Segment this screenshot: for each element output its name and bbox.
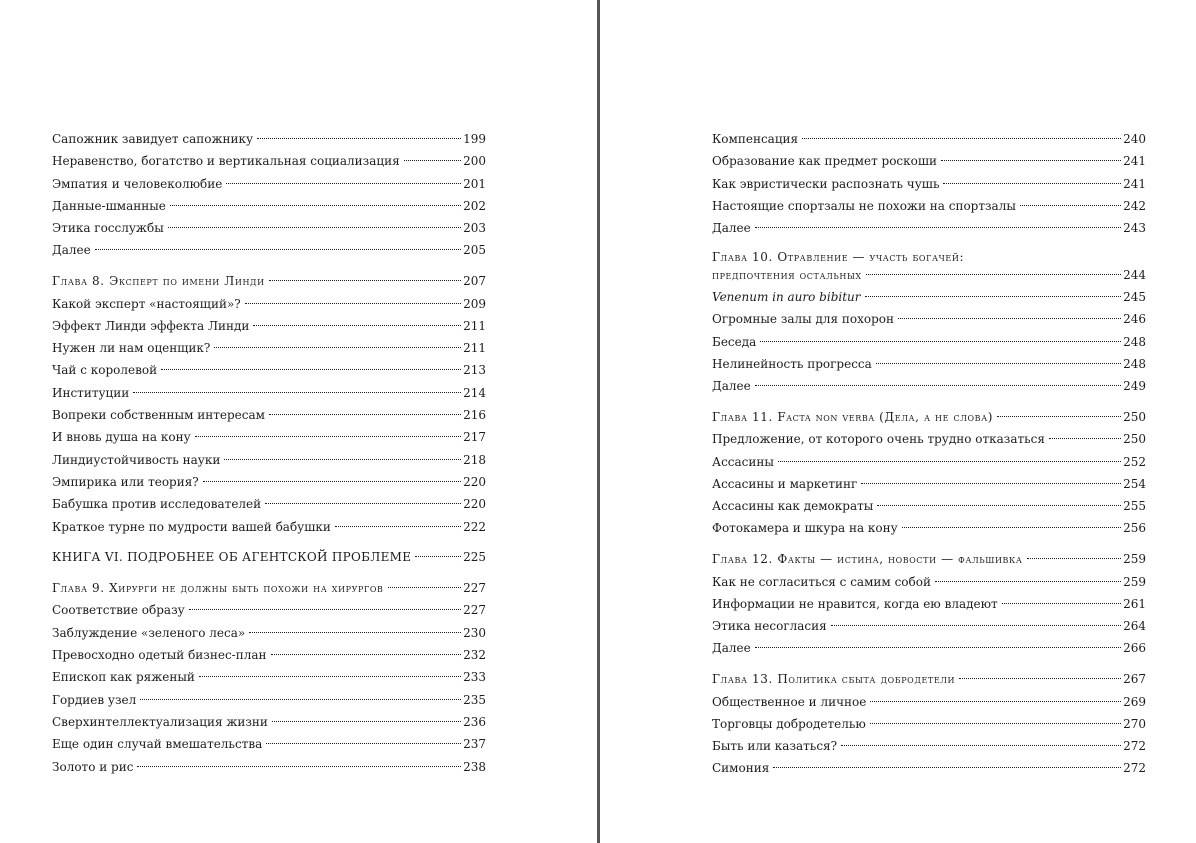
toc-entry bbox=[712, 173, 1146, 195]
page-number: 209 bbox=[463, 296, 486, 311]
toc-entry bbox=[52, 449, 486, 471]
entry-title: Глава 12. Факты — истина, новости — фальшивка bbox=[712, 552, 1023, 567]
page-number: 269 bbox=[1123, 694, 1146, 709]
toc-entry bbox=[52, 471, 486, 493]
page-number: 270 bbox=[1123, 716, 1146, 731]
section-gap bbox=[52, 538, 486, 547]
toc-entry bbox=[52, 599, 486, 621]
page-number: 248 bbox=[1123, 334, 1146, 349]
dot-leader bbox=[189, 609, 461, 610]
section-gap bbox=[712, 540, 1146, 549]
dot-leader bbox=[195, 436, 461, 437]
page-number: 218 bbox=[463, 452, 486, 467]
page-number: 227 bbox=[463, 581, 486, 596]
page-number: 200 bbox=[463, 154, 486, 169]
dot-leader bbox=[1020, 205, 1121, 206]
dot-leader bbox=[168, 227, 461, 228]
toc-book-entry bbox=[52, 546, 486, 568]
dot-leader bbox=[865, 296, 1122, 297]
dot-leader bbox=[272, 721, 461, 722]
entry-title: Соответствие образу bbox=[52, 603, 185, 618]
page-number: 267 bbox=[1123, 672, 1146, 687]
dot-leader bbox=[253, 325, 461, 326]
dot-leader bbox=[170, 205, 461, 206]
page-number: 202 bbox=[463, 198, 486, 213]
entry-title: Эффект Линди эффекта Линди bbox=[52, 318, 250, 333]
toc-entry bbox=[52, 150, 486, 172]
entry-title: Еще один случай вмешательства bbox=[52, 737, 263, 752]
chapter-title-line1: Глава 10. Отравление — участь богачей: bbox=[712, 249, 965, 264]
page-number: 211 bbox=[463, 318, 486, 333]
dot-leader bbox=[935, 581, 1121, 582]
toc-entry bbox=[52, 733, 486, 755]
page-number: 244 bbox=[1123, 267, 1146, 282]
page-number: 213 bbox=[463, 363, 486, 378]
toc-entry bbox=[52, 337, 486, 359]
page-number: 240 bbox=[1123, 132, 1146, 146]
dot-leader bbox=[773, 767, 1121, 768]
toc-entry bbox=[712, 286, 1146, 308]
dot-leader bbox=[388, 587, 462, 588]
dot-leader bbox=[941, 160, 1121, 161]
page-number: 243 bbox=[1123, 221, 1146, 236]
toc-entry bbox=[52, 689, 486, 711]
chapter-title-line2: предпочтения остальных bbox=[712, 267, 862, 282]
dot-leader bbox=[870, 723, 1121, 724]
dot-leader bbox=[161, 369, 461, 370]
dot-leader bbox=[249, 632, 461, 633]
entry-title: Сапожник завидует сапожнику bbox=[52, 132, 254, 146]
entry-title: Заблуждение «зеленого леса» bbox=[52, 625, 246, 640]
dot-leader bbox=[266, 743, 461, 744]
page-number: 259 bbox=[1123, 552, 1146, 567]
dot-leader bbox=[870, 701, 1121, 702]
section-gap bbox=[52, 569, 486, 578]
entry-title: Ассасины bbox=[712, 454, 774, 469]
page-number: 248 bbox=[1123, 356, 1146, 371]
page-number: 256 bbox=[1123, 521, 1146, 536]
page-number: 236 bbox=[463, 714, 486, 729]
page-number: 250 bbox=[1123, 432, 1146, 447]
page-number: 225 bbox=[463, 550, 486, 565]
dot-leader bbox=[1002, 603, 1121, 604]
entry-title: Далее bbox=[712, 379, 751, 394]
toc-entry bbox=[52, 404, 486, 426]
dot-leader bbox=[269, 414, 461, 415]
entry-title: Предложение, от которого очень трудно отказаться bbox=[712, 432, 1045, 447]
dot-leader bbox=[760, 341, 1121, 342]
dot-leader bbox=[877, 505, 1121, 506]
dot-leader bbox=[133, 392, 461, 393]
entry-title: Краткое турне по мудрости вашей бабушки bbox=[52, 519, 331, 534]
dot-leader bbox=[226, 183, 461, 184]
toc-entry bbox=[712, 473, 1146, 495]
entry-title: Быть или казаться? bbox=[712, 739, 838, 754]
page-number: 245 bbox=[1123, 289, 1146, 304]
section-gap bbox=[712, 239, 1146, 248]
entry-title: Беседа bbox=[712, 334, 757, 349]
entry-title: Торговцы добродетелью bbox=[712, 716, 866, 731]
entry-title: Общественное и личное bbox=[712, 694, 867, 709]
entry-title: Нелинейность прогресса bbox=[712, 356, 872, 371]
page-number: 246 bbox=[1123, 312, 1146, 327]
dot-leader bbox=[876, 363, 1121, 364]
dot-leader bbox=[269, 280, 461, 281]
toc-entry bbox=[52, 359, 486, 381]
toc-entry bbox=[712, 308, 1146, 330]
page-number: 203 bbox=[463, 221, 486, 236]
page-number: 205 bbox=[463, 243, 486, 258]
entry-title: Этика госслужбы bbox=[52, 221, 164, 236]
page-number: 220 bbox=[463, 474, 486, 489]
page-number: 241 bbox=[1123, 176, 1146, 191]
entry-title: Фотокамера и шкура на кону bbox=[712, 521, 898, 536]
toc-entry bbox=[52, 711, 486, 733]
dot-leader bbox=[415, 556, 461, 557]
dot-leader bbox=[841, 745, 1121, 746]
dot-leader bbox=[997, 416, 1121, 417]
page-number: 211 bbox=[463, 341, 486, 356]
dot-leader bbox=[257, 138, 461, 139]
chapter-title-line2-row bbox=[712, 266, 1146, 284]
entry-title: КНИГА VI. ПОДРОБНЕЕ ОБ АГЕНТСКОЙ ПРОБЛЕМЕ bbox=[52, 550, 412, 565]
page-number: 222 bbox=[463, 519, 486, 534]
entry-title: Глава 8. Эксперт по имени Линди bbox=[52, 274, 265, 289]
toc-entry bbox=[712, 331, 1146, 353]
toc-entry bbox=[712, 195, 1146, 217]
dot-leader bbox=[755, 227, 1121, 228]
dot-leader bbox=[140, 699, 461, 700]
toc-entry bbox=[52, 315, 486, 337]
toc-entry bbox=[712, 571, 1146, 593]
page-number: 217 bbox=[463, 430, 486, 445]
toc-entry bbox=[712, 353, 1146, 375]
entry-title: Далее bbox=[52, 243, 91, 258]
toc-entry bbox=[712, 517, 1146, 539]
page-number: 272 bbox=[1123, 739, 1146, 754]
entry-title: Данные-шманные bbox=[52, 198, 166, 213]
page-number: 214 bbox=[463, 385, 486, 400]
dot-leader bbox=[1027, 558, 1122, 559]
page-number: 261 bbox=[1123, 596, 1146, 611]
dot-leader bbox=[137, 766, 461, 767]
dot-leader bbox=[1049, 438, 1121, 439]
toc-entry bbox=[712, 593, 1146, 615]
entry-title: Ассасины как демократы bbox=[712, 499, 874, 514]
toc-entry bbox=[52, 128, 486, 150]
dot-leader bbox=[861, 483, 1121, 484]
page-number: 249 bbox=[1123, 379, 1146, 394]
entry-title: Чай с королевой bbox=[52, 363, 158, 378]
entry-title: Ассасины и маркетинг bbox=[712, 476, 858, 491]
toc-chapter-entry bbox=[712, 548, 1146, 570]
dot-leader bbox=[271, 654, 462, 655]
toc-entry bbox=[712, 428, 1146, 450]
section-gap bbox=[712, 660, 1146, 669]
entry-title: Симония bbox=[712, 761, 770, 776]
page-number: 272 bbox=[1123, 761, 1146, 776]
page-number: 254 bbox=[1123, 476, 1146, 491]
entry-title: Далее bbox=[712, 221, 751, 236]
entry-title: И вновь душа на кону bbox=[52, 430, 191, 445]
toc-chapter-entry bbox=[712, 668, 1146, 690]
toc-entry bbox=[712, 735, 1146, 757]
page-number: 252 bbox=[1123, 454, 1146, 469]
toc-entry bbox=[52, 756, 486, 778]
page-number: 255 bbox=[1123, 499, 1146, 514]
page-number: 241 bbox=[1123, 154, 1146, 169]
page-number: 207 bbox=[463, 274, 486, 289]
toc-entry bbox=[52, 644, 486, 666]
page-number: 235 bbox=[463, 692, 486, 707]
dot-leader bbox=[203, 481, 461, 482]
dot-leader bbox=[335, 526, 461, 527]
entry-title: Этика несогласия bbox=[712, 619, 827, 634]
toc-entry bbox=[52, 382, 486, 404]
dot-leader bbox=[898, 318, 1121, 319]
dot-leader bbox=[755, 647, 1121, 648]
toc-entry bbox=[712, 615, 1146, 637]
dot-leader bbox=[959, 678, 1121, 679]
toc-entry bbox=[712, 217, 1146, 239]
toc-chapter-entry bbox=[712, 406, 1146, 428]
page-number: 230 bbox=[463, 625, 486, 640]
dot-leader bbox=[199, 676, 461, 677]
toc-chapter-entry bbox=[712, 248, 1146, 284]
toc-entry bbox=[52, 493, 486, 515]
entry-title: Неравенство, богатство и вертикальная социализация bbox=[52, 154, 400, 169]
table-of-contents-left bbox=[52, 128, 486, 778]
entry-title: Venenum in auro bibitur bbox=[712, 289, 861, 304]
page-number: 201 bbox=[463, 176, 486, 191]
toc-entry bbox=[712, 637, 1146, 659]
entry-title: Линдиустойчивость науки bbox=[52, 452, 221, 467]
toc-entry bbox=[52, 173, 486, 195]
page-number: 238 bbox=[463, 759, 486, 774]
toc-entry bbox=[712, 691, 1146, 713]
entry-title: Эмпатия и человеколюбие bbox=[52, 176, 223, 191]
page-number: 233 bbox=[463, 670, 486, 685]
entry-title: Институции bbox=[52, 385, 130, 400]
page-number: 220 bbox=[463, 497, 486, 512]
dot-leader bbox=[224, 459, 461, 460]
page-number: 199 bbox=[463, 132, 486, 146]
entry-title: Информации не нравится, когда ею владеют bbox=[712, 596, 998, 611]
toc-entry bbox=[52, 195, 486, 217]
toc-entry bbox=[712, 757, 1146, 779]
right-page bbox=[600, 0, 1196, 843]
entry-title: Какой эксперт «настоящий»? bbox=[52, 296, 241, 311]
entry-title: Бабушка против исследователей bbox=[52, 497, 262, 512]
dot-leader bbox=[831, 625, 1121, 626]
page-number: 264 bbox=[1123, 619, 1146, 634]
entry-title: Огромные залы для похорон bbox=[712, 312, 895, 327]
toc-entry bbox=[712, 375, 1146, 397]
dot-leader bbox=[866, 274, 1121, 275]
dot-leader bbox=[755, 385, 1121, 386]
toc-entry bbox=[52, 516, 486, 538]
entry-title: Сверхинтеллектуализация жизни bbox=[52, 714, 268, 729]
toc-entry bbox=[712, 451, 1146, 473]
dot-leader bbox=[778, 461, 1121, 462]
entry-title: Компенсация bbox=[712, 132, 799, 146]
dot-leader bbox=[943, 183, 1121, 184]
dot-leader bbox=[214, 347, 461, 348]
entry-title: Настоящие спортзалы не похожи на спортзалы bbox=[712, 198, 1016, 213]
toc-entry bbox=[712, 495, 1146, 517]
toc-entry bbox=[52, 666, 486, 688]
dot-leader bbox=[95, 249, 461, 250]
page-number: 242 bbox=[1123, 198, 1146, 213]
page-number: 259 bbox=[1123, 574, 1146, 589]
dot-leader bbox=[265, 503, 461, 504]
page-number: 232 bbox=[463, 648, 486, 663]
toc-entry bbox=[52, 293, 486, 315]
entry-title: Глава 13. Политика сбыта добродетели bbox=[712, 672, 956, 687]
page-number: 250 bbox=[1123, 409, 1146, 424]
toc-entry bbox=[712, 150, 1146, 172]
toc-entry bbox=[712, 128, 1146, 150]
dot-leader bbox=[404, 160, 461, 161]
page-number: 216 bbox=[463, 408, 486, 423]
dot-leader bbox=[245, 303, 461, 304]
toc-entry bbox=[52, 217, 486, 239]
toc-entry bbox=[52, 239, 486, 261]
page-number: 266 bbox=[1123, 641, 1146, 656]
page-number: 237 bbox=[463, 737, 486, 752]
entry-title: Золото и рис bbox=[52, 759, 134, 774]
dot-leader bbox=[802, 138, 1121, 139]
entry-title: Эмпирика или теория? bbox=[52, 474, 199, 489]
toc-chapter-entry bbox=[52, 577, 486, 599]
entry-title: Превосходно одетый бизнес-план bbox=[52, 648, 267, 663]
toc-entry bbox=[52, 622, 486, 644]
entry-title: Нужен ли нам оценщик? bbox=[52, 341, 211, 356]
table-of-contents-right bbox=[712, 128, 1146, 780]
entry-title: Как эвристически распознать чушь bbox=[712, 176, 940, 191]
entry-title: Глава 11. Facta non verba (Дела, а не слова) bbox=[712, 409, 994, 424]
entry-title: Глава 9. Хирурги не должны быть похожи на хирургов bbox=[52, 581, 384, 596]
entry-title: Далее bbox=[712, 641, 751, 656]
page-number: 227 bbox=[463, 603, 486, 618]
dot-leader bbox=[902, 527, 1121, 528]
toc-chapter-entry bbox=[52, 270, 486, 292]
entry-title: Образование как предмет роскоши bbox=[712, 154, 938, 169]
toc-entry bbox=[712, 713, 1146, 735]
entry-title: Гордиев узел bbox=[52, 692, 137, 707]
entry-title: Епископ как ряженый bbox=[52, 670, 195, 685]
toc-entry bbox=[52, 426, 486, 448]
section-gap bbox=[712, 397, 1146, 406]
entry-title: Вопреки собственным интересам bbox=[52, 408, 265, 423]
entry-title: Как не согласиться с самим собой bbox=[712, 574, 931, 589]
section-gap bbox=[52, 262, 486, 271]
